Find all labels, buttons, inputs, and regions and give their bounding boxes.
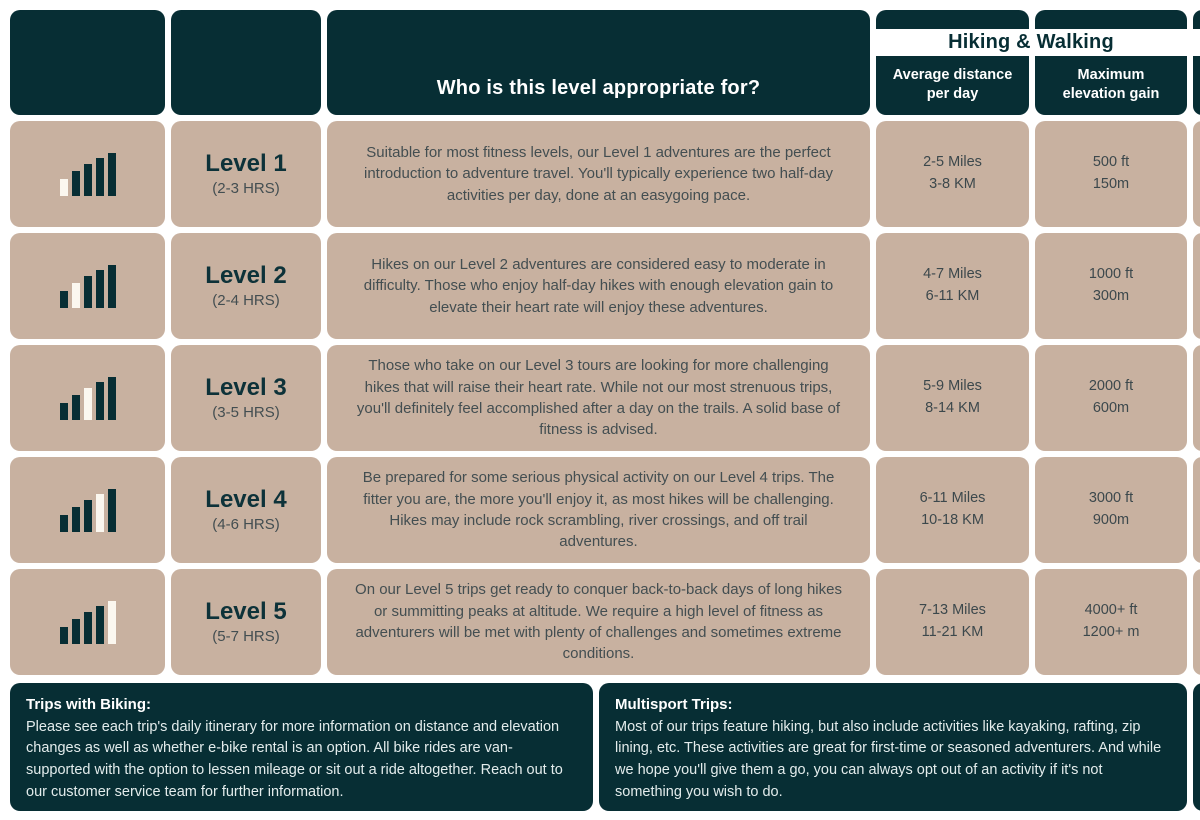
level-3-label-cell [171, 345, 321, 451]
level-name: Level 5 [205, 597, 287, 625]
row-cutoff-sliver [1193, 121, 1200, 227]
elevation-m: 150m [1092, 176, 1130, 192]
level-2-label-cell [171, 233, 321, 339]
level-5-label-cell [171, 569, 321, 675]
multisport-note [599, 683, 1187, 811]
level-4-distance-cell [876, 457, 1029, 563]
levels-table [10, 10, 1200, 675]
row-cutoff-sliver [1193, 457, 1200, 563]
distance-km: 11-21 KM [921, 624, 984, 640]
level-4-description-cell [327, 457, 870, 563]
difficulty-bars-icon [60, 601, 116, 644]
level-4-elevation-cell [1035, 457, 1187, 563]
elevation-ft: 500 ft [1092, 154, 1130, 171]
level-hours: (2-4 HRS) [212, 292, 280, 310]
distance-column-title: Average distance per day [892, 66, 1013, 102]
difficulty-bars-icon [60, 489, 116, 532]
biking-note [10, 683, 593, 811]
header-cutoff-sliver [1193, 10, 1200, 115]
footer-notes [10, 683, 1200, 811]
level-4-icon-cell [10, 457, 165, 563]
level-3-description-cell [327, 345, 870, 451]
level-5-distance-cell [876, 569, 1029, 675]
level-2-distance-cell [876, 233, 1029, 339]
level-5-icon-cell [10, 569, 165, 675]
level-1-label-cell [171, 121, 321, 227]
level-3-icon-cell [10, 345, 165, 451]
level-description: On our Level 5 trips get ready to conquer back-to-back days of long hikes or summitting peaks at altitude. We require a high level of fitness as adventurers will be met with plenty of challenges and sometimes extreme conditions. [355, 581, 842, 663]
distance-miles: 4-7 Miles [923, 266, 982, 283]
level-name: Level 3 [205, 373, 287, 401]
distance-km: 6-11 KM [925, 288, 980, 304]
elevation-ft: 2000 ft [1088, 378, 1134, 395]
level-3-distance-cell [876, 345, 1029, 451]
level-5-description-cell [327, 569, 870, 675]
distance-miles: 6-11 Miles [919, 490, 986, 507]
level-description: Be prepared for some serious physical activity on our Level 4 trips. The fitter you are, the more you'll enjoy it, as most hikes will be challenging. Hikes may include rock scrambling, river crossings, and off trail adventures. [362, 469, 835, 551]
distance-km: 8-14 KM [925, 400, 980, 416]
distance-km: 10-18 KM [921, 512, 984, 528]
level-name: Level 4 [205, 485, 287, 513]
level-1-icon-cell [10, 121, 165, 227]
difficulty-bars-icon [60, 377, 116, 420]
distance-km: 3-8 KM [929, 176, 976, 192]
header-who-column [327, 10, 870, 115]
elevation-m: 1200+ m [1082, 624, 1140, 640]
header-distance-column [876, 10, 1029, 115]
elevation-ft: 3000 ft [1088, 490, 1134, 507]
header-level-column-spacer [171, 10, 321, 115]
level-description: Those who take on our Level 3 tours are looking for more challenging hikes that will raise their heart rate. While not our most strenuous trips, you'll definitely feel accomplished after a day on the trails. A solid base of fitness is advised. [356, 357, 841, 439]
elevation-ft: 4000+ ft [1084, 602, 1138, 619]
distance-miles: 5-9 Miles [923, 378, 982, 395]
hiking-walking-title: Hiking & Walking [948, 31, 1114, 53]
elevation-ft: 1000 ft [1088, 266, 1134, 283]
level-hours: (4-6 HRS) [212, 516, 280, 534]
elevation-m: 600m [1092, 400, 1130, 416]
elevation-column-title: Maximum elevation gain [1062, 66, 1160, 102]
level-name: Level 1 [205, 149, 287, 177]
who-column-title: Who is this level appropriate for? [436, 77, 761, 99]
level-hours: (5-7 HRS) [212, 628, 280, 646]
row-cutoff-sliver [1193, 345, 1200, 451]
multisport-note-title: Multisport Trips: [615, 696, 733, 713]
level-4-label-cell [171, 457, 321, 563]
level-name: Level 2 [205, 261, 287, 289]
level-1-elevation-cell [1035, 121, 1187, 227]
row-cutoff-sliver [1193, 233, 1200, 339]
level-1-distance-cell [876, 121, 1029, 227]
level-description: Hikes on our Level 2 adventures are considered easy to moderate in difficulty. Those who enjoy half-day hikes with enough elevation gain to elevate their heart rate will enjoy these adventures. [363, 256, 834, 316]
difficulty-bars-icon [60, 153, 116, 196]
level-2-icon-cell [10, 233, 165, 339]
hiking-walking-band [876, 29, 1200, 56]
header-elevation-column [1035, 10, 1187, 115]
difficulty-bars-icon [60, 265, 116, 308]
elevation-m: 300m [1092, 288, 1130, 304]
biking-note-body: Please see each trip's daily itinerary for more information on distance and elevation changes as well as whether e-bike rental is an option. All bike rides are van-supported with the option to lessen mileage or sit out a ride altogether. Reach out to our customer service team for further information. [26, 718, 563, 800]
level-hours: (2-3 HRS) [212, 180, 280, 198]
header-icon-column-spacer [10, 10, 165, 115]
level-1-description-cell [327, 121, 870, 227]
level-description: Suitable for most fitness levels, our Level 1 adventures are the perfect introduction to adventure travel. You'll typically experience two half-day activities per day, done at an easygoing pace. [364, 144, 833, 204]
level-hours: (3-5 HRS) [212, 404, 280, 422]
level-2-description-cell [327, 233, 870, 339]
level-2-elevation-cell [1035, 233, 1187, 339]
multisport-note-body: Most of our trips feature hiking, but also include activities like kayaking, rafting, zip lining, etc. These activities are great for first-time or seasoned adventurers. And while we hope you'll give them a go, you can always opt out of an activity if it's not something you wish to do. [615, 718, 1162, 800]
level-5-elevation-cell [1035, 569, 1187, 675]
level-3-elevation-cell [1035, 345, 1187, 451]
row-cutoff-sliver [1193, 569, 1200, 675]
distance-miles: 2-5 Miles [923, 154, 982, 171]
elevation-m: 900m [1092, 512, 1130, 528]
distance-miles: 7-13 Miles [919, 602, 986, 619]
footer-cutoff-sliver [1193, 683, 1200, 811]
biking-note-title: Trips with Biking: [26, 696, 152, 713]
